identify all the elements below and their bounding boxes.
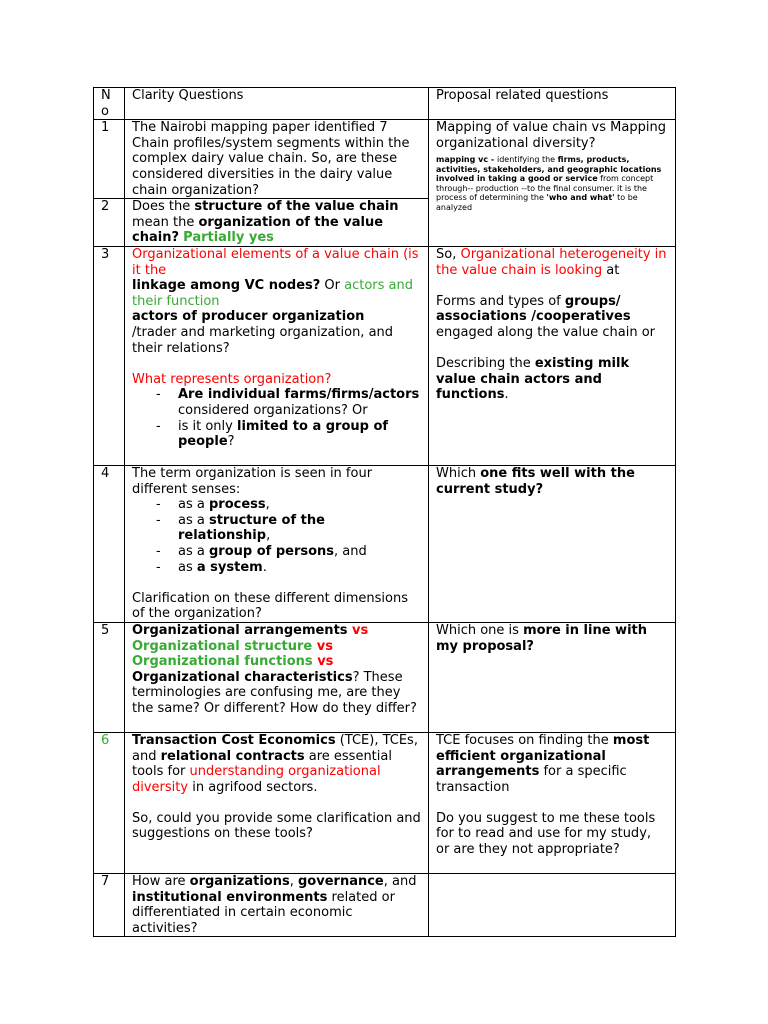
text-run: structure of the value chain xyxy=(194,199,399,215)
text-run: are essential tools for xyxy=(132,748,392,780)
text-run: structure of the relationship xyxy=(178,512,325,544)
proposal-cell xyxy=(429,465,676,622)
text-run: relational contracts xyxy=(160,748,305,764)
text-line xyxy=(436,294,668,341)
clarity-cell xyxy=(125,622,429,732)
text-run: actors of producer organization xyxy=(132,309,365,325)
text-run: more in line with my proposal? xyxy=(436,622,647,654)
text-run: , and xyxy=(334,543,367,559)
text-run: vs xyxy=(347,622,369,638)
bullet-list xyxy=(132,387,421,449)
row-number-text: 4 xyxy=(101,465,110,481)
header-no xyxy=(94,88,125,120)
text-run: Organizational elements of a value chain (is it the xyxy=(132,246,419,278)
proposal-cell xyxy=(429,873,676,936)
text-run: groups/ associations /cooperatives xyxy=(436,293,631,325)
list-item xyxy=(156,419,421,450)
text-run: So, could you provide some clarification and suggestions on these tools? xyxy=(132,810,421,842)
text-run: vs xyxy=(312,638,333,654)
text-line xyxy=(436,356,668,403)
list-item xyxy=(156,513,421,544)
row-number-text: 1 xyxy=(101,120,110,136)
text-run: as a xyxy=(178,543,209,559)
questions-table xyxy=(93,87,676,937)
text-run: in agrifood sectors. xyxy=(188,779,318,795)
table-row xyxy=(94,732,676,873)
text-run: /trader and marketing organization, and their relations? xyxy=(132,324,394,356)
note-part: from concept through-- production --to the final consumer. it is the process of determining the xyxy=(436,174,654,203)
text-run: TCE focuses on finding the xyxy=(436,732,613,748)
text-run: ? xyxy=(227,434,235,450)
text-run: actors and their function xyxy=(132,278,414,309)
text-run: governance xyxy=(298,873,384,889)
text-run: as a xyxy=(178,512,209,528)
row-number-text: 3 xyxy=(101,246,110,262)
text-run: organizations xyxy=(189,873,290,889)
text-run: , and xyxy=(383,873,417,889)
text-run: Transaction Cost Economics xyxy=(132,732,336,748)
text-run: existing milk value chain actors and functions xyxy=(436,356,630,403)
clarity-text: The Nairobi mapping paper identified 7 Chain profiles/system segments within the complex dairy value chain. So, are these considered diversities in the dairy value chain organization? xyxy=(132,120,410,198)
header-proposal xyxy=(429,88,676,120)
spacer xyxy=(436,278,668,294)
text-run: Organizational arrangements xyxy=(132,622,348,638)
clarity-cell xyxy=(125,199,429,247)
table-row xyxy=(94,120,676,199)
spacer xyxy=(132,575,421,591)
text-run: as xyxy=(178,559,197,575)
proposal-cell xyxy=(429,120,676,247)
clarity-cell xyxy=(125,120,429,199)
text-run: Describing the xyxy=(436,356,535,372)
text-run: institutional environments xyxy=(132,889,328,905)
text-run: Organizational characteristics xyxy=(132,669,353,685)
proposal-cell xyxy=(429,622,676,732)
spacer xyxy=(436,795,668,811)
text-line xyxy=(132,309,421,325)
text-run: related or differentiated in certain economic activities? xyxy=(132,889,395,936)
text-run: for a specific transaction xyxy=(436,764,627,795)
text-run: Does the xyxy=(132,199,195,215)
text-run: as a xyxy=(178,497,209,513)
note-part: to be analyzed xyxy=(436,193,638,212)
proposal-text: Mapping of value chain vs Mapping organizational diversity? xyxy=(436,120,666,151)
text-run: understanding organizational diversity xyxy=(132,764,381,795)
text-run: Organizational structure xyxy=(132,638,313,654)
text-run: most efficient organizational arrangements xyxy=(436,732,650,780)
table-row xyxy=(94,873,676,936)
text-run: Clarification on these different dimensions of the organization? xyxy=(132,590,408,622)
table-header-row xyxy=(94,88,676,120)
text-line xyxy=(436,733,668,795)
proposal-cell xyxy=(429,732,676,873)
clarity-cell xyxy=(125,246,429,465)
row-number xyxy=(94,732,125,873)
clarity-cell xyxy=(125,465,429,622)
text-line xyxy=(132,733,421,795)
text-run: at xyxy=(602,262,620,278)
table-row xyxy=(94,465,676,622)
spacer xyxy=(132,356,421,372)
row-number xyxy=(94,246,125,465)
text-run: (TCE), TCEs, and xyxy=(132,732,418,764)
text-line xyxy=(132,623,421,639)
spacer xyxy=(436,341,668,357)
text-run: engaged along the value chain or xyxy=(436,324,655,340)
text-run: ? xyxy=(352,669,360,685)
row-number xyxy=(94,622,125,732)
note-part: identifying the xyxy=(496,155,558,165)
text-line xyxy=(132,654,421,670)
text-run: a system xyxy=(196,559,263,575)
text-run: What represents organization? xyxy=(132,371,332,387)
text-run: process xyxy=(208,497,266,513)
text-run: Organizational heterogeneity in the value chain is looking xyxy=(436,246,667,278)
proposal-note xyxy=(436,155,668,212)
text-run: considered organizations? Or xyxy=(178,402,368,418)
text-line xyxy=(132,639,421,655)
text-run: linkage among VC nodes? xyxy=(132,278,321,294)
proposal-cell xyxy=(429,246,676,465)
text-run: , xyxy=(289,873,298,889)
row-number-text: 5 xyxy=(101,622,110,638)
text-line xyxy=(436,247,668,278)
table-row xyxy=(94,622,676,732)
text-run: Are individual farms/firms/actors xyxy=(178,387,420,403)
text-run: Do you suggest to me these tools for to read and use for my study, or are they not appropriate? xyxy=(436,810,656,858)
row-number xyxy=(94,465,125,622)
text-run: Or xyxy=(320,278,345,294)
header-clarity-text: Clarity Questions xyxy=(132,88,244,103)
text-run: , xyxy=(266,528,271,544)
spacer xyxy=(132,795,421,811)
clarity-cell xyxy=(125,732,429,873)
text-run: is it only xyxy=(178,418,237,434)
text-run: mean the xyxy=(132,214,199,230)
text-run: The term organization is seen in four different senses: xyxy=(132,465,373,497)
row-number-text: 2 xyxy=(101,199,110,215)
text-run: organization of the value chain? xyxy=(132,214,384,246)
list-item xyxy=(156,544,421,560)
text-run: vs xyxy=(312,654,334,670)
text-run: Partially yes xyxy=(183,230,274,246)
list-item xyxy=(156,497,421,513)
text-run: Which one is xyxy=(436,622,524,638)
text-run: Which xyxy=(436,465,481,481)
list-item xyxy=(156,387,421,418)
header-proposal-text: Proposal related questions xyxy=(436,88,609,103)
text-line xyxy=(132,278,421,309)
bullet-list xyxy=(132,497,421,575)
text-run: group of persons xyxy=(208,543,335,559)
text-run: Forms and types of xyxy=(436,293,565,309)
table-row xyxy=(94,246,676,465)
text-run: So, xyxy=(436,246,461,262)
row-number-text: 7 xyxy=(101,873,110,889)
text-run: , xyxy=(265,497,270,513)
text-run: . xyxy=(262,559,267,575)
text-line xyxy=(132,670,421,717)
row-number-text: 6 xyxy=(101,732,110,748)
text-run: limited to a group of people xyxy=(178,418,389,450)
text-run: one fits well with the current study? xyxy=(436,465,635,497)
note-part: firms, products, activities, stakeholders, and geographic locations involved in taking a good or service xyxy=(436,155,662,184)
text-run: . xyxy=(504,387,509,403)
text-run: How are xyxy=(132,873,190,889)
row-number xyxy=(94,873,125,936)
text-run: These terminologies are confusing me, are they the same? Or different? How do they differ? xyxy=(132,669,417,716)
clarity-cell xyxy=(125,873,429,936)
note-part: 'who and what' xyxy=(546,193,615,203)
header-clarity xyxy=(125,88,429,120)
row-number xyxy=(94,120,125,199)
row-number xyxy=(94,199,125,247)
list-item xyxy=(156,560,421,576)
note-part: mapping vc - xyxy=(436,155,497,165)
header-no-text: N o xyxy=(101,88,111,119)
text-run: Organizational functions xyxy=(132,654,313,670)
